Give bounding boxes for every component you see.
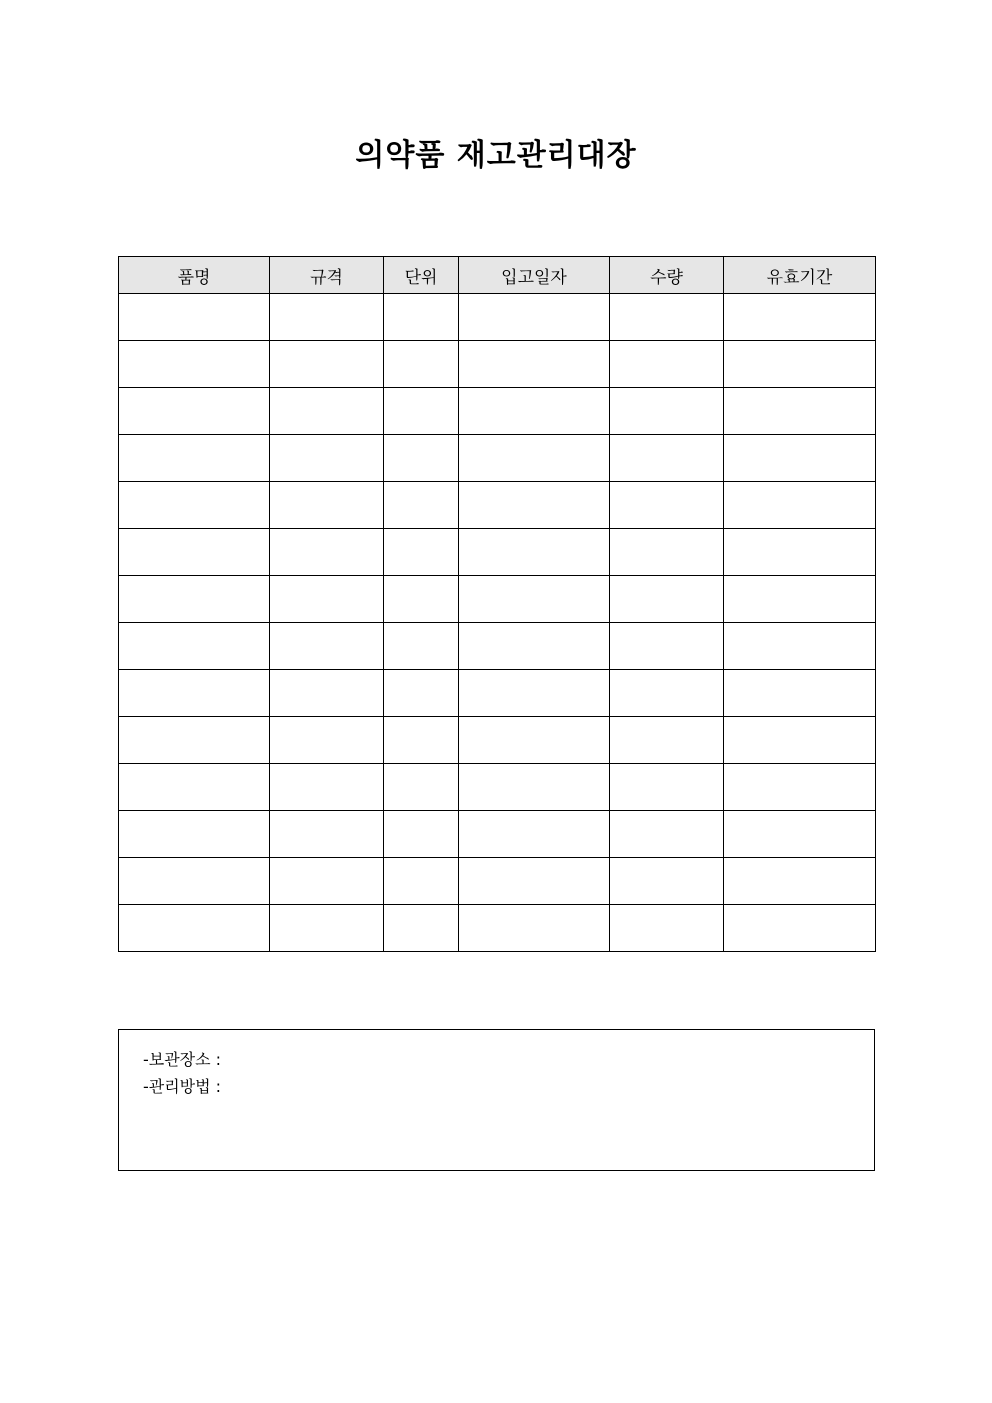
table-cell[interactable] [459, 529, 610, 576]
table-cell[interactable] [384, 858, 459, 905]
table-cell[interactable] [459, 341, 610, 388]
table-cell[interactable] [459, 623, 610, 670]
table-cell[interactable] [459, 294, 610, 341]
table-cell[interactable] [119, 435, 270, 482]
table-cell[interactable] [610, 294, 724, 341]
table-cell[interactable] [610, 858, 724, 905]
table-cell[interactable] [270, 623, 384, 670]
table-cell[interactable] [384, 482, 459, 529]
table-row [119, 858, 876, 905]
table-cell[interactable] [459, 576, 610, 623]
table-cell[interactable] [610, 576, 724, 623]
table-cell[interactable] [119, 576, 270, 623]
table-cell[interactable] [459, 717, 610, 764]
table-row [119, 435, 876, 482]
table-cell[interactable] [384, 670, 459, 717]
management-method-label: -관리방법 : [143, 1077, 222, 1096]
table-cell[interactable] [610, 529, 724, 576]
table-cell[interactable] [119, 811, 270, 858]
table-cell[interactable] [610, 764, 724, 811]
table-row [119, 576, 876, 623]
table-cell[interactable] [119, 905, 270, 952]
table-row [119, 294, 876, 341]
table-cell[interactable] [384, 435, 459, 482]
table-cell[interactable] [610, 341, 724, 388]
table-cell[interactable] [459, 388, 610, 435]
table-cell[interactable] [724, 905, 876, 952]
table-cell[interactable] [119, 670, 270, 717]
table-cell[interactable] [384, 623, 459, 670]
document-title: 의약품 재고관리대장 [355, 138, 637, 173]
column-header-spec: 규격 [270, 257, 384, 294]
table-cell[interactable] [119, 294, 270, 341]
table-cell[interactable] [270, 717, 384, 764]
table-cell[interactable] [610, 623, 724, 670]
table-row [119, 717, 876, 764]
column-header-expiry: 유효기간 [724, 257, 876, 294]
table-cell[interactable] [610, 482, 724, 529]
table-cell[interactable] [384, 341, 459, 388]
table-cell[interactable] [724, 811, 876, 858]
table-row [119, 623, 876, 670]
table-cell[interactable] [384, 294, 459, 341]
table-cell[interactable] [724, 294, 876, 341]
table-cell[interactable] [119, 717, 270, 764]
table-cell[interactable] [610, 435, 724, 482]
table-cell[interactable] [119, 341, 270, 388]
table-cell[interactable] [270, 294, 384, 341]
table-cell[interactable] [119, 529, 270, 576]
table-cell[interactable] [610, 811, 724, 858]
table-cell[interactable] [384, 717, 459, 764]
table-cell[interactable] [384, 576, 459, 623]
table-cell[interactable] [270, 341, 384, 388]
table-cell[interactable] [459, 905, 610, 952]
table-cell[interactable] [459, 858, 610, 905]
table-row [119, 905, 876, 952]
table-header-row [119, 257, 876, 294]
column-header-item-name: 품명 [119, 257, 270, 294]
table-cell[interactable] [270, 482, 384, 529]
storage-location-label: -보관장소 : [143, 1050, 222, 1069]
table-cell[interactable] [270, 670, 384, 717]
table-cell[interactable] [384, 529, 459, 576]
table-cell[interactable] [459, 764, 610, 811]
table-row [119, 388, 876, 435]
table-cell[interactable] [724, 764, 876, 811]
table-body [119, 294, 876, 952]
table-cell[interactable] [119, 623, 270, 670]
table-cell[interactable] [270, 905, 384, 952]
table-cell[interactable] [270, 858, 384, 905]
table-cell[interactable] [724, 623, 876, 670]
table-cell[interactable] [119, 764, 270, 811]
table-cell[interactable] [270, 764, 384, 811]
table-cell[interactable] [119, 482, 270, 529]
table-cell[interactable] [384, 764, 459, 811]
table-cell[interactable] [724, 482, 876, 529]
table-cell[interactable] [270, 811, 384, 858]
table-cell[interactable] [724, 529, 876, 576]
table-cell[interactable] [384, 905, 459, 952]
table-row [119, 764, 876, 811]
table-cell[interactable] [724, 435, 876, 482]
table-cell[interactable] [610, 388, 724, 435]
table-cell[interactable] [724, 858, 876, 905]
table-cell[interactable] [384, 388, 459, 435]
column-header-unit: 단위 [384, 257, 459, 294]
inventory-table [118, 256, 876, 952]
table-cell[interactable] [270, 435, 384, 482]
table-cell[interactable] [724, 388, 876, 435]
table-row [119, 341, 876, 388]
table-cell[interactable] [459, 670, 610, 717]
table-row [119, 811, 876, 858]
column-header-receipt-date: 입고일자 [459, 257, 610, 294]
table-cell[interactable] [724, 717, 876, 764]
table-cell[interactable] [724, 576, 876, 623]
table-cell[interactable] [724, 341, 876, 388]
table-cell[interactable] [610, 670, 724, 717]
table-cell[interactable] [119, 388, 270, 435]
table-cell[interactable] [459, 435, 610, 482]
table-cell[interactable] [459, 482, 610, 529]
notes-box [118, 1029, 875, 1171]
table-cell[interactable] [270, 388, 384, 435]
table-cell[interactable] [270, 529, 384, 576]
column-header-quantity: 수량 [610, 257, 724, 294]
table-cell[interactable] [384, 811, 459, 858]
table-row [119, 482, 876, 529]
table-cell[interactable] [459, 811, 610, 858]
table-row [119, 529, 876, 576]
table-cell[interactable] [724, 670, 876, 717]
table-cell[interactable] [119, 858, 270, 905]
table-cell[interactable] [270, 576, 384, 623]
table-cell[interactable] [610, 905, 724, 952]
table-cell[interactable] [610, 717, 724, 764]
table-row [119, 670, 876, 717]
